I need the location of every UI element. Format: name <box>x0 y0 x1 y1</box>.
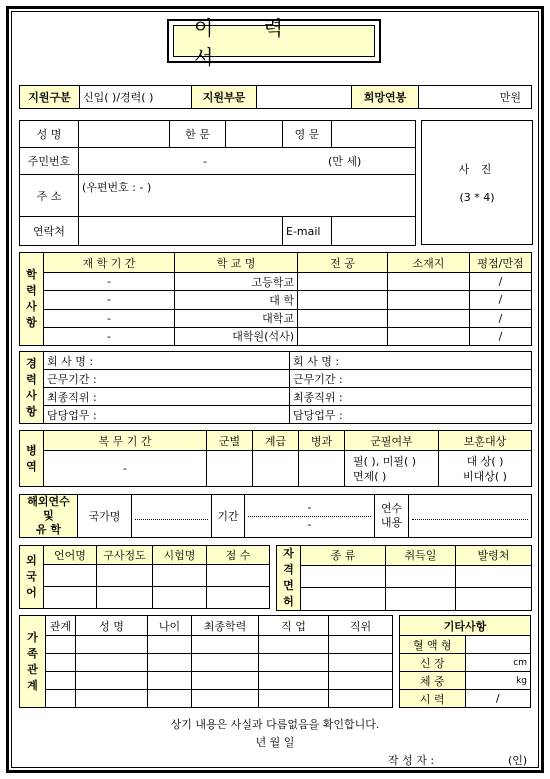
lang-cell[interactable] <box>44 565 97 587</box>
mil-veteran-line-2: 비대상( ) <box>463 469 507 483</box>
salary-label: 희망연봉 <box>352 86 419 109</box>
email-field[interactable] <box>332 217 416 246</box>
lic-cell[interactable] <box>386 565 456 588</box>
apply-dept-label: 지원부문 <box>192 86 257 109</box>
photo-label: 사 진 <box>458 163 496 176</box>
fam-cell[interactable] <box>259 636 329 654</box>
mil-period-field[interactable]: - <box>44 451 207 487</box>
edu-row-location[interactable] <box>388 291 470 309</box>
fam-cell[interactable] <box>148 636 192 654</box>
lang-header-score: 점 수 <box>207 546 270 565</box>
english-label: 영 문 <box>283 121 332 148</box>
apply-type-label: 지원구분 <box>20 86 80 109</box>
hanja-field[interactable] <box>226 121 283 148</box>
lang-header-test: 시험명 <box>153 546 207 565</box>
edu-row-major[interactable] <box>298 309 388 327</box>
lang-header-level: 구사정도 <box>97 546 153 565</box>
edu-row-school[interactable]: 대학원(석사) <box>175 327 298 345</box>
fam-cell[interactable] <box>329 690 393 708</box>
fam-cell[interactable] <box>46 672 76 690</box>
mil-header-period: 복 무 기 간 <box>44 431 207 451</box>
mil-veteran-field[interactable] <box>439 451 532 487</box>
education-table <box>19 252 532 346</box>
fam-cell[interactable] <box>192 636 259 654</box>
fam-cell[interactable] <box>329 654 393 672</box>
mil-specialty-field[interactable] <box>299 451 345 487</box>
mil-header-branch: 군별 <box>207 431 253 451</box>
edu-header-score: 평점/만점 <box>470 253 532 273</box>
lic-cell[interactable] <box>456 588 532 611</box>
edu-row-school[interactable]: 대학교 <box>175 309 298 327</box>
fam-cell[interactable] <box>148 654 192 672</box>
career-right-duty[interactable]: 담당업무 : <box>290 406 532 424</box>
edu-row-school[interactable]: 고등학교 <box>175 273 298 291</box>
fam-header-relation: 관계 <box>46 616 76 636</box>
application-table <box>19 85 532 109</box>
fam-cell[interactable] <box>192 654 259 672</box>
overseas-period-dash-2: - <box>307 517 312 531</box>
mil-branch-field[interactable] <box>207 451 253 487</box>
career-section-label: 경 력 사 항 <box>20 352 44 424</box>
overseas-label-line-3: 유 학 <box>35 523 62 536</box>
lang-cell[interactable] <box>153 587 207 609</box>
military-table <box>19 430 532 487</box>
rrn-label: 주민번호 <box>20 148 79 175</box>
family-section-label: 가족 관계 <box>20 616 46 708</box>
edu-row-major[interactable] <box>298 273 388 291</box>
confirmation-statement: 상기 내용은 사실과 다름없음을 확인합니다. <box>170 718 380 731</box>
mil-veteran-line-1: 대 상( ) <box>466 454 504 468</box>
mil-status-line-2: 면제( ) <box>353 469 387 483</box>
age-text: (만 세) <box>328 155 362 168</box>
mil-status-line-1: 필( ), 미필( ) <box>353 454 417 468</box>
fam-header-job: 직 업 <box>259 616 329 636</box>
address-label: 주 소 <box>20 175 79 217</box>
email-label: E-mail <box>283 217 332 246</box>
mil-header-status: 군필여부 <box>345 431 439 451</box>
fam-cell[interactable] <box>46 690 76 708</box>
contact-field[interactable] <box>79 217 283 246</box>
career-table <box>19 351 532 424</box>
mil-header-rank: 계급 <box>253 431 299 451</box>
fam-cell[interactable] <box>329 672 393 690</box>
mil-header-veteran: 보훈대상 <box>439 431 532 451</box>
career-left-duty[interactable]: 담당업무 : <box>44 406 290 424</box>
photo-box[interactable] <box>421 120 533 245</box>
edu-row-score[interactable]: / <box>470 291 532 309</box>
training-content-field[interactable] <box>409 495 532 538</box>
fam-cell[interactable] <box>329 636 393 654</box>
fam-cell[interactable] <box>259 690 329 708</box>
edu-row-score[interactable]: / <box>470 309 532 327</box>
lang-cell[interactable] <box>97 587 153 609</box>
career-left-company[interactable]: 회 사 명 : <box>44 352 290 370</box>
career-right-position[interactable]: 최종직위 : <box>290 388 532 406</box>
mil-status-field[interactable] <box>345 451 439 487</box>
lic-header-type: 종 류 <box>301 546 386 566</box>
fam-cell[interactable] <box>148 690 192 708</box>
fam-header-name: 성 명 <box>76 616 148 636</box>
eyesight-field[interactable]: / <box>465 690 531 708</box>
lic-header-date: 취득일 <box>386 546 456 566</box>
lic-cell[interactable] <box>456 565 532 588</box>
english-field[interactable] <box>332 121 416 148</box>
edu-row-major[interactable] <box>298 291 388 309</box>
other-info-table <box>399 615 531 708</box>
fam-header-position: 직위 <box>329 616 393 636</box>
edu-row-score[interactable]: / <box>470 327 532 345</box>
salary-field[interactable]: 만원 <box>419 86 532 109</box>
weight-field[interactable]: kg <box>465 672 531 690</box>
address-field[interactable]: (우편번호 : - ) <box>79 175 416 217</box>
language-table <box>19 545 270 609</box>
edu-header-period: 재 학 기 간 <box>44 253 175 273</box>
lang-cell[interactable] <box>44 587 97 609</box>
overseas-label-line-1: 해외연수 <box>27 495 70 508</box>
edu-row-period[interactable]: - <box>44 309 175 327</box>
fam-cell[interactable] <box>259 654 329 672</box>
country-field[interactable] <box>132 495 212 538</box>
hanja-label: 한 문 <box>170 121 226 148</box>
fam-cell[interactable] <box>192 690 259 708</box>
fam-cell[interactable] <box>76 636 148 654</box>
overseas-period-dash-1: - <box>248 500 371 517</box>
fam-cell[interactable] <box>192 672 259 690</box>
name-label: 성 명 <box>20 121 79 148</box>
lang-cell[interactable] <box>97 565 153 587</box>
language-section-label: 외 국 어 <box>20 546 44 609</box>
rrn-dash: - <box>203 155 207 168</box>
edu-row-period[interactable]: - <box>44 291 175 309</box>
edu-row-location[interactable] <box>388 309 470 327</box>
overseas-period-label: 기간 <box>212 495 245 538</box>
education-section-label: 학 력 사 항 <box>20 253 44 346</box>
lic-header-issuer: 발령처 <box>456 546 532 566</box>
career-left-period[interactable]: 근무기간 : <box>44 370 290 388</box>
weight-label: 체 중 <box>400 672 466 690</box>
military-section-label: 병 역 <box>20 431 44 487</box>
contact-label: 연락처 <box>20 217 79 246</box>
lic-cell[interactable] <box>301 565 386 588</box>
lang-cell[interactable] <box>207 565 270 587</box>
edu-row-major[interactable] <box>298 327 388 345</box>
overseas-label-line-2: 및 <box>43 509 54 522</box>
eyesight-label: 시 력 <box>400 690 466 708</box>
fam-cell[interactable] <box>46 636 76 654</box>
edu-row-location[interactable] <box>388 273 470 291</box>
fam-cell[interactable] <box>76 672 148 690</box>
height-field[interactable]: cm <box>465 654 531 672</box>
career-right-company[interactable]: 회 사 명 : <box>290 352 532 370</box>
edu-header-school: 학 교 명 <box>175 253 298 273</box>
fam-header-age: 나이 <box>148 616 192 636</box>
other-info-title: 기타사항 <box>400 616 531 636</box>
content-label-line-2: 내용 <box>380 516 403 529</box>
blood-type-label: 혈 액 형 <box>400 636 466 654</box>
personal-info-table <box>19 120 416 246</box>
fam-cell[interactable] <box>76 690 148 708</box>
fam-cell[interactable] <box>76 654 148 672</box>
photo-size: (3 * 4) <box>459 191 495 204</box>
career-left-position[interactable]: 최종직위 : <box>44 388 290 406</box>
rrn-field[interactable] <box>79 148 416 175</box>
document-title: 이 력 서 <box>173 25 375 57</box>
signature-date: 년 월 일 <box>255 736 295 749</box>
lang-cell[interactable] <box>207 587 270 609</box>
blood-type-field[interactable] <box>465 636 531 654</box>
apply-dept-field[interactable] <box>257 86 352 109</box>
edu-row-school[interactable]: 대 학 <box>175 291 298 309</box>
mil-rank-field[interactable] <box>253 451 299 487</box>
family-table <box>19 615 393 708</box>
training-content-label <box>375 495 409 538</box>
fam-cell[interactable] <box>46 654 76 672</box>
content-label-line-1: 연수 <box>380 502 403 515</box>
edu-header-location: 소재지 <box>388 253 470 273</box>
edu-row-score[interactable]: / <box>470 273 532 291</box>
overseas-section-label <box>20 495 78 538</box>
country-label: 국가명 <box>78 495 132 538</box>
lic-cell[interactable] <box>386 588 456 611</box>
edu-header-major: 전 공 <box>298 253 388 273</box>
edu-row-period[interactable]: - <box>44 327 175 345</box>
seal-mark: (인) <box>508 754 528 767</box>
apply-type-value[interactable]: 신입( )/경력( ) <box>80 86 192 109</box>
edu-row-location[interactable] <box>388 327 470 345</box>
edu-row-period[interactable]: - <box>44 273 175 291</box>
fam-header-education: 최종학력 <box>192 616 259 636</box>
overseas-period-field[interactable] <box>245 495 375 538</box>
license-table <box>276 545 532 611</box>
license-section-label: 자 격 면 허 <box>277 546 301 611</box>
overseas-table <box>19 494 532 538</box>
name-field[interactable] <box>79 121 170 148</box>
fam-cell[interactable] <box>148 672 192 690</box>
signer-label: 작 성 자 : <box>388 754 435 767</box>
height-label: 신 장 <box>400 654 466 672</box>
lang-header-name: 언어명 <box>44 546 97 565</box>
title-frame <box>167 16 381 69</box>
lic-cell[interactable] <box>301 588 386 611</box>
fam-cell[interactable] <box>259 672 329 690</box>
career-right-period[interactable]: 근무기간 : <box>290 370 532 388</box>
mil-header-specialty: 병과 <box>299 431 345 451</box>
lang-cell[interactable] <box>153 565 207 587</box>
